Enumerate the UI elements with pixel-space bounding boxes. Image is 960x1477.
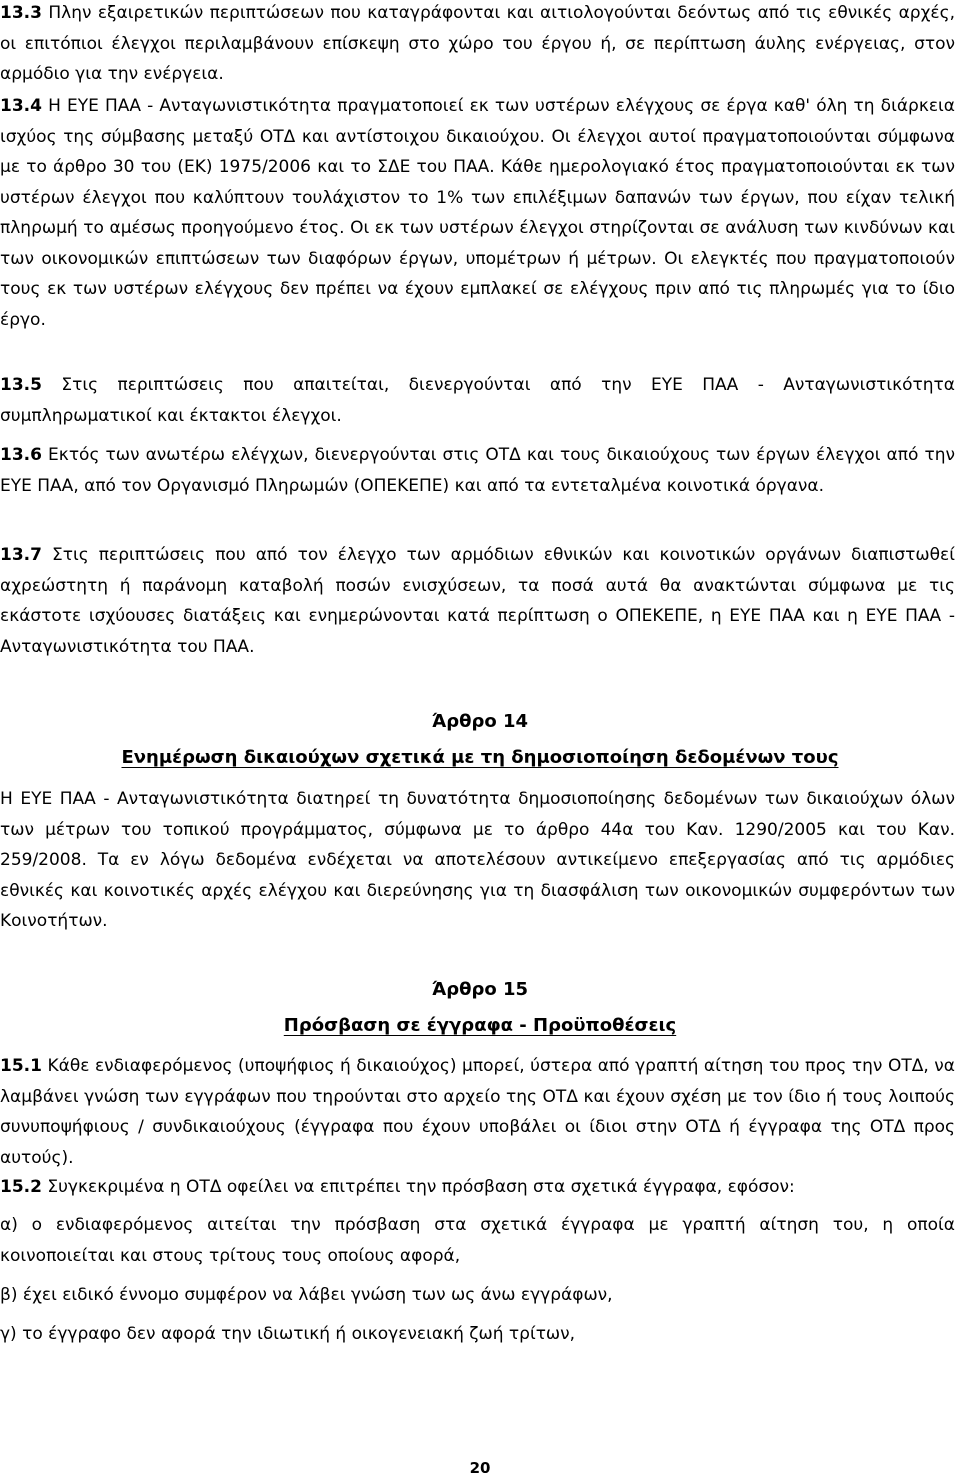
list-item-c: γ) το έγγραφο δεν αφορά την ιδιωτική ή οικογενειακή ζωή τρίτων, (0, 1324, 576, 1344)
paragraph-13-4 (0, 91, 955, 335)
section-number: 15.1 (0, 1056, 42, 1076)
article-14-heading: Άρθρο 14 (431, 711, 529, 732)
paragraph-13-7 (0, 540, 955, 662)
paragraph-text: Στις περιπτώσεις που από τον έλεγχο των αρμόδιων εθνικών και κοινοτικών οργάνων διαπιστωθεί αχρεώστητη ή παράνομη καταβολή ποσών ενισχύσεων, τα ποσά αυτά θα ανακτώνται σύμφωνα με τις εκάστοτε ισχύουσες διατάξεις και ενημερώνονται κατά περίπτωση ο ΟΠΕΚΕΠΕ, η ΕΥΕ ΠΑΑ και η ΕΥΕ ΠΑΑ - Ανταγωνιστικότητα του ΠΑΑ. (0, 545, 955, 657)
paragraph-13-3 (0, 0, 955, 90)
section-number: 13.5 (0, 375, 42, 395)
paragraph-text: Εκτός των ανωτέρω ελέγχων, διενεργούνται στις ΟΤΔ και τους δικαιούχους των έργων έλεγχοι από την ΕΥΕ ΠΑΑ, από τον Οργανισμό Πληρωμών (ΟΠΕΚΕΠΕ) και από τα εντεταλμένα κοινοτικά όργανα. (0, 445, 955, 496)
paragraph-text: Στις περιπτώσεις που απαιτείται, διενεργούνται από την ΕΥΕ ΠΑΑ - Ανταγωνιστικότητα συμπληρωματικοί και έκτακτοι έλεγχοι. (0, 375, 955, 426)
article-14-paragraph: Η ΕΥΕ ΠΑΑ - Ανταγωνιστικότητα διατηρεί τη δυνατότητα δημοσιοποίησης δεδομένων των δικαιούχων όλων των μέτρων του τοπικού προγράμματος, σύμφωνα με το άρθρο 44α του Καν. 1290/2005 και του Καν. 259/2008. Τα εν λόγω δεδομένα ενδέχεται να αποτελέσουν αντικείμενο επεξεργασίας από τις αρμόδιες εθνικές και κοινοτικές αρχές ελέγχου και διερεύνησης για τη διασφάλιση των οικονομικών συμφερόντων των Κοινοτήτων. (0, 789, 955, 931)
paragraph-13-6 (0, 440, 955, 501)
section-number: 13.6 (0, 445, 42, 465)
paragraph-text: Πλην εξαιρετικών περιπτώσεων που καταγράφονται και αιτιολογούνται δεόντως από τις εθνικές αρχές, οι επιτόπιοι έλεγχοι περιλαμβάνουν επίσκεψη στο χώρο του έργου ή, σε περίπτωση άυλης ενέργειας, στον αρμόδιο για την ενέργεια. (0, 3, 955, 84)
list-item-a: α) ο ενδιαφερόμενος αιτείται την πρόσβαση στα σχετικά έγγραφα με γραπτή αίτηση του, η οποία κοινοποιείται και στους τρίτους τους οποίους αφορά, (0, 1215, 955, 1266)
article-15-heading: Άρθρο 15 (431, 979, 529, 1000)
page-number: 20 (469, 1459, 491, 1477)
paragraph-text: Κάθε ενδιαφερόμενος (υποψήφιος ή δικαιούχος) μπορεί, ύστερα από γραπτή αίτηση του προς την ΟΤΔ, να λαμβάνει γνώση των εγγράφων που τηρούνται στο αρχείο της ΟΤΔ και έχουν σχέση με τον ίδιο ή τους λοιπούς συνυποψήφιους / συνδικαιούχους (έγγραφα που έχουν υποβάλει οι ίδιοι στην ΟΤΔ ή έγγραφα της ΟΤΔ προς αυτούς). (0, 1056, 955, 1168)
list-item-b: β) έχει ειδικό έννομο συμφέρον να λάβει γνώση των ως άνω εγγράφων, (0, 1285, 613, 1305)
paragraph-13-5 (0, 370, 955, 431)
article-15-title: Πρόσβαση σε έγγραφα - Προϋποθέσεις (283, 1015, 677, 1036)
paragraph-15-1 (0, 1051, 955, 1173)
paragraph-15-2 (0, 1172, 955, 1203)
section-number: 13.4 (0, 96, 42, 116)
section-number: 13.3 (0, 3, 42, 23)
article-14-title: Ενημέρωση δικαιούχων σχετικά με τη δημοσιοποίηση δεδομένων τους (121, 747, 839, 768)
paragraph-text: Η ΕΥΕ ΠΑΑ - Ανταγωνιστικότητα πραγματοποιεί εκ των υστέρων ελέγχους σε έργα καθ' όλη τη διάρκεια ισχύος της σύμβασης μεταξύ ΟΤΔ και αντίστοιχου δικαιούχου. Οι έλεγχοι αυτοί πραγματοποιούνται σύμφωνα με το άρθρο 30 του (ΕΚ) 1975/2006 και το ΣΔΕ του ΠΑΑ. Κάθε ημερολογιακό έτος πραγματοποιούνται εκ των υστέρων έλεγχοι που καλύπτουν τουλάχιστον το 1% των επιλέξιμων δαπανών των έργων, που είχαν τελική πληρωμή το αμέσως προηγούμενο έτος. Οι εκ των υστέρων έλεγχοι στηρίζονται σε ανάλυση των κινδύνων και των οικονομικών επιπτώσεων των διαφόρων έργων, υπομέτρων ή μέτρων. Οι ελεγκτές που πραγματοποιούν τους εκ των υστέρων ελέγχους δεν πρέπει να έχουν εμπλακεί σε ελέγχους πριν από τις πληρωμές για το ίδιο έργο. (0, 96, 955, 330)
paragraph-text: Συγκεκριμένα η ΟΤΔ οφείλει να επιτρέπει την πρόσβαση στα σχετικά έγγραφα, εφόσον: (41, 1177, 795, 1197)
section-number: 13.7 (0, 545, 42, 565)
section-number: 15.2 (0, 1177, 42, 1197)
